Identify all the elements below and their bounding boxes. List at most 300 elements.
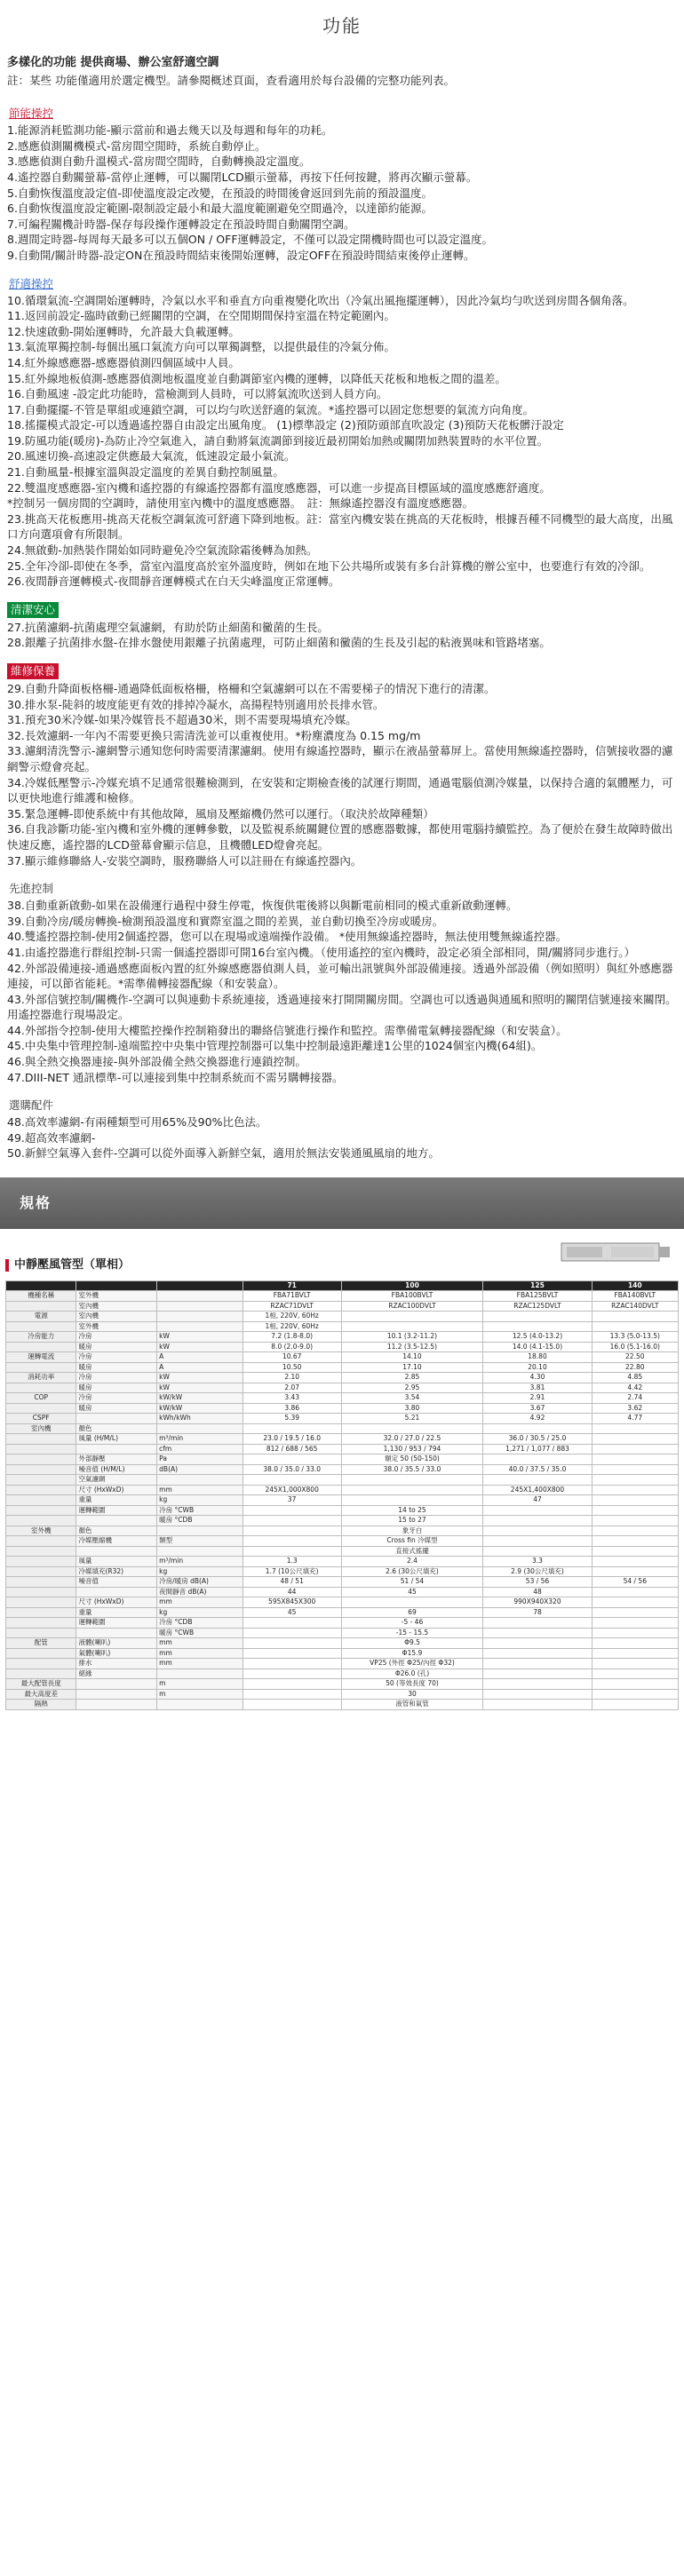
spec-cell: [6, 1597, 76, 1608]
spec-cell: [6, 1566, 76, 1577]
spec-cell: 絕緣: [76, 1668, 157, 1679]
feature-item: 11.返回前設定-臨時啟動已經關閉的空調，在空閒期間保持室溫在特定範圍內。: [7, 309, 395, 323]
feature-item: 25.全年冷卻-即使在冬季，當室內溫度高於室外溫度時，例如在地下公共場所或裝有多台計算機的辦公室中，也要進行有效的冷卻。: [7, 559, 651, 573]
spec-cell: [157, 1423, 243, 1434]
feature-item: 1.能源消耗監測功能-顯示當前和過去幾天以及每週和每年的功耗。: [7, 123, 333, 138]
spec-cell: m: [157, 1679, 243, 1690]
spec-cell: 冷房/暖房 dB(A): [157, 1577, 243, 1588]
spec-cell: 室外機: [6, 1526, 76, 1536]
spec-row: [6, 1505, 679, 1516]
spec-cell: [6, 1321, 76, 1332]
spec-cell: [483, 1638, 592, 1649]
spec-cell: [243, 1618, 341, 1629]
spec-cell: 配管: [6, 1638, 76, 1649]
spec-cell: [157, 1526, 243, 1536]
spec-row: [6, 1628, 679, 1638]
spec-cell: 18.80: [483, 1352, 592, 1363]
spec-cell: 噪音值: [76, 1577, 157, 1588]
spec-cell: 78: [483, 1607, 592, 1618]
spec-cell: Cross fin 冷媒型: [341, 1536, 483, 1547]
spec-cell: [592, 1526, 678, 1536]
feature-item: 6.自動恢復溫度設定範圍-限制設定最小和最大溫度範圍避免空間過冷，以達節約能源。: [7, 202, 433, 216]
spec-cell: [483, 1526, 592, 1536]
feature-item: 2.感應偵測關機模式-當房間空閒時，系統自動停止。: [7, 139, 266, 153]
spec-cell: [6, 1577, 76, 1588]
spec-cell: [6, 1301, 76, 1312]
spec-cell: 室內機: [6, 1423, 76, 1434]
spec-cell: -5 - 46: [341, 1618, 483, 1629]
spec-cell: [157, 1291, 243, 1302]
spec-row: [6, 1362, 679, 1373]
spec-cell: 2.91: [483, 1393, 592, 1404]
spec-cell: [6, 1516, 76, 1526]
spec-cell: [592, 1495, 678, 1506]
spec-cell: mm: [157, 1638, 243, 1649]
spec-cell: 2.74: [592, 1393, 678, 1404]
spec-cell: 運轉範圍: [76, 1618, 157, 1629]
spec-cell: [341, 1485, 483, 1495]
spec-row: [6, 1597, 679, 1608]
feature-list: [7, 681, 677, 868]
spec-cell: Φ15.9: [341, 1648, 483, 1659]
spec-cell: 54 / 56: [592, 1577, 678, 1588]
spec-cell: [483, 1475, 592, 1486]
spec-cell: 冷媒填充(R32): [76, 1566, 157, 1577]
spec-cell: 3.43: [243, 1393, 341, 1404]
feature-item: 24.無啟動-加熱裝作開始如同時避免冷空氣流除霜後轉為加熱。: [7, 543, 318, 558]
spec-cell: 38.0 / 35.0 / 33.0: [243, 1464, 341, 1475]
spec-row: [6, 1301, 679, 1312]
spec-cell: [592, 1689, 678, 1700]
spec-cell: [483, 1689, 592, 1700]
spec-cell: [592, 1464, 678, 1475]
spec-cell: 尺寸 (HxWxD): [76, 1485, 157, 1495]
spec-cell: 5.39: [243, 1414, 341, 1424]
spec-cell: 風量: [76, 1557, 157, 1567]
spec-cell: mm: [157, 1648, 243, 1659]
spec-cell: 8.0 (2.0-9.0): [243, 1342, 341, 1352]
feature-item: 9.自動開/關計時器-設定ON在預設時間結束後開始運轉，設定OFF在預設時間結束後停止運轉。: [7, 248, 475, 262]
spec-table: [5, 1280, 679, 1710]
spec-row: [6, 1566, 679, 1577]
spec-cell: 排水: [76, 1659, 157, 1669]
spec-row: [6, 1659, 679, 1669]
spec-cell: 液管和氣管: [341, 1700, 483, 1710]
spec-cell: 暖房: [76, 1403, 157, 1414]
feature-item: 50.新鮮空氣導入套件-空調可以從外面導入新鮮空氣，適用於無法安裝通風風扇的地方。: [7, 1146, 440, 1161]
spec-cell: [76, 1689, 157, 1700]
spec-cell: 室內機: [76, 1312, 157, 1322]
spec-row: [6, 1607, 679, 1618]
spec-cell: Pa: [157, 1454, 243, 1465]
spec-cell: 氣體(喇叭): [76, 1648, 157, 1659]
spec-cell: kg: [157, 1495, 243, 1506]
feature-item: 32.長效濾網-一年內不需要更換只需清洗並可以重複使用。*粉塵濃度為 0.15 mg/m: [7, 728, 421, 742]
spec-cell: [592, 1434, 678, 1445]
spec-cell: [592, 1628, 678, 1638]
spec-cell: 4.92: [483, 1414, 592, 1424]
feature-list: [7, 123, 677, 263]
spec-cell: [243, 1516, 341, 1526]
spec-cell: 室內機: [76, 1301, 157, 1312]
spec-cell: 3.3: [483, 1557, 592, 1567]
spec-cell: [76, 1516, 157, 1526]
spec-cell: [243, 1648, 341, 1659]
spec-header-cell: [6, 1280, 76, 1291]
spec-cell: 14.10: [341, 1352, 483, 1363]
spec-row: [6, 1312, 679, 1322]
feature-item: 16.自動風速 -設定此功能時，當檢測到人員時，可以將氣流吹送到人員方向。: [7, 387, 388, 401]
spec-cell: 重量: [76, 1495, 157, 1506]
spec-cell: 顏色: [76, 1526, 157, 1536]
spec-row: [6, 1536, 679, 1547]
spec-cell: 4.77: [592, 1414, 678, 1424]
feature-item: 35.緊急運轉-即使系統中有其他故障，風扇及壓縮機仍然可以運行。（取決於故障種類）: [7, 806, 434, 820]
spec-cell: [592, 1312, 678, 1322]
spec-header-row: [6, 1280, 679, 1291]
spec-cell: 直接式搖擺: [341, 1546, 483, 1557]
spec-cell: m: [157, 1689, 243, 1700]
spec-cell: FBA125BVLT: [483, 1291, 592, 1302]
spec-cell: [6, 1648, 76, 1659]
spec-cell: 2.85: [341, 1373, 483, 1383]
spec-cell: [592, 1638, 678, 1649]
spec-cell: [341, 1423, 483, 1434]
spec-row: [6, 1475, 679, 1486]
spec-row: [6, 1557, 679, 1567]
section-4: [0, 881, 684, 1085]
spec-cell: 48 / 51: [243, 1577, 341, 1588]
feature-item: 19.防風功能(暖房)-為防止冷空氣進入，請自動將氣流調節到接近最初開始加熱或關閉加熱裝置時的水平位置。: [7, 433, 549, 448]
spec-cell: 額定 50 (50-150): [341, 1454, 483, 1465]
spec-cell: [76, 1444, 157, 1454]
spec-cell: [592, 1618, 678, 1629]
feature-item: 10.循環氣流-空調開始運轉時，冷氣以水平和垂直方向重複變化吹出（冷氣出風拖擺運轉），因此冷氣均勻吹送到房間各個角落。: [7, 293, 634, 307]
feature-item: 49.超高效率濾網-: [7, 1130, 96, 1145]
spec-cell: [341, 1495, 483, 1506]
spec-cell: FBA140BVLT: [592, 1291, 678, 1302]
spec-cell: [157, 1475, 243, 1486]
spec-cell: 38.0 / 35.5 / 33.0: [341, 1464, 483, 1475]
feature-item: 41.由遙控器進行群組控制-只需一個遙控器即可開16台室內機。（使用遙控的室內機時，設定必須全部相同，開/關將同步進行。）: [7, 945, 636, 959]
intro-heading: 多樣化的功能 提供商場、辦公室舒適空調: [7, 56, 219, 69]
spec-cell: 冷房: [76, 1393, 157, 1404]
spec-cell: 暖房: [76, 1362, 157, 1373]
spec-cell: [6, 1383, 76, 1393]
spec-cell: [592, 1485, 678, 1495]
spec-cell: 5.21: [341, 1414, 483, 1424]
spec-cell: [483, 1312, 592, 1322]
feature-item: *控制另一個房間的空調時，請使用室內機中的溫度感應器。 註：無線遙控器沒有溫度感應器。: [7, 496, 474, 511]
feature-item: 14.紅外線感應器-感應器偵測四個區域中人員。: [7, 355, 240, 369]
spec-cell: 消耗功率: [6, 1373, 76, 1383]
spec-header-cell: 125: [483, 1280, 592, 1291]
feature-item: 27.抗菌濾網-抗菌處理空氣濾網，有助於防止細菌和黴菌的生長。: [7, 620, 329, 634]
feature-item: 48.高效率濾網-有兩種類型可用65%及90%比色法。: [7, 1115, 267, 1129]
spec-cell: A: [157, 1362, 243, 1373]
spec-row: [6, 1648, 679, 1659]
spec-cell: [6, 1557, 76, 1567]
spec-cell: 3.54: [341, 1393, 483, 1404]
spec-cell: 45: [341, 1587, 483, 1597]
spec-cell: 3.81: [483, 1383, 592, 1393]
section-title[interactable]: 節能操控: [9, 107, 54, 121]
spec-cell: 最大配管長度: [6, 1679, 76, 1690]
spec-cell: [157, 1301, 243, 1312]
spec-cell: [6, 1505, 76, 1516]
feature-item: 47.DIII-NET 通訊標準-可以連接到集中控制系統而不需另購轉接器。: [7, 1070, 344, 1084]
spec-cell: [592, 1536, 678, 1547]
feature-list: [7, 898, 677, 1085]
spec-cell: kW/kW: [157, 1393, 243, 1404]
spec-cell: [6, 1628, 76, 1638]
spec-cell: [6, 1587, 76, 1597]
spec-cell: 32.0 / 27.0 / 22.5: [341, 1434, 483, 1445]
spec-cell: [6, 1536, 76, 1547]
spec-cell: [592, 1475, 678, 1486]
spec-cell: [6, 1618, 76, 1629]
feature-item: 3.感應偵測自動升溫模式-當房間空閒時，自動轉換設定溫度。: [7, 155, 311, 169]
feature-item: 21.自動風量-根據室溫與設定溫度的差異自動控制風量。: [7, 465, 284, 480]
feature-item: 23.挑高天花板應用-挑高天花板空調氣流可舒適下降到地板。註：當室內機安裝在挑高的天花板時，根據吾種不同機型的最大高度，出風口方向選項會有所限制。: [7, 511, 673, 542]
spec-row: [6, 1444, 679, 1454]
spec-cell: 噪音值 (H/M/L): [76, 1464, 157, 1475]
spec-cell: 50 (等效長度 70): [341, 1679, 483, 1690]
spec-cell: [76, 1587, 157, 1597]
spec-cell: [483, 1648, 592, 1659]
spec-cell: kW: [157, 1332, 243, 1343]
spec-cell: 12.5 (4.0-13.2): [483, 1332, 592, 1343]
spec-row: [6, 1618, 679, 1629]
spec-cell: [6, 1362, 76, 1373]
spec-cell: 15 to 27: [341, 1516, 483, 1526]
spec-cell: [483, 1321, 592, 1332]
feature-item: 13.氣流單獨控制-每個出風口氣流方向可以單獨調整，以提供最佳的冷氣分佈。: [7, 340, 395, 354]
spec-cell: [243, 1668, 341, 1679]
feature-item: 44.外部指令控制-使用大樓監控操作控制箱發出的聯絡信號進行操作和監控。需準備電氣轉接器配線（和安裝盒）。: [7, 1023, 568, 1037]
spec-cell: [483, 1546, 592, 1557]
spec-cell: 液體(喇叭): [76, 1638, 157, 1649]
feature-item: 12.快速啟動-開始運轉時，允許最大負載運轉。: [7, 324, 240, 338]
spec-cell: [592, 1587, 678, 1597]
feature-item: 37.顯示維修聯絡人-安裝空調時，服務聯絡人可以註冊在有線遙控器內。: [7, 853, 362, 868]
spec-row: [6, 1526, 679, 1536]
feature-list: [7, 620, 677, 651]
intro-note: 註：某些 功能僅適用於選定機型。請參閱概述頁面，查看適用於每台設備的完整功能列表。: [7, 73, 455, 87]
feature-item: 8.週間定時器-每周每天最多可以五個ON / OFF運轉設定，不僅可以設定開機時間也可以設定溫度。: [7, 233, 494, 247]
spec-cell: RZAC71DVLT: [243, 1301, 341, 1312]
spec-cell: [6, 1607, 76, 1618]
spec-cell: [6, 1485, 76, 1495]
spec-cell: 1相, 220V, 60Hz: [243, 1312, 341, 1322]
section-title: 維修保養: [7, 663, 59, 679]
spec-cell: [243, 1628, 341, 1638]
spec-cell: 尺寸 (HxWxD): [76, 1597, 157, 1608]
spec-cell: 22.50: [592, 1352, 678, 1363]
spec-cell: [592, 1516, 678, 1526]
spec-cell: -15 - 15.5: [341, 1628, 483, 1638]
spec-cell: 冷房 °CWB: [157, 1505, 243, 1516]
spec-cell: m³/min: [157, 1434, 243, 1445]
spec-cell: CSPF: [6, 1414, 76, 1424]
feature-item: 29.自動升降面板格柵-通過降低面板格柵，格柵和空氣濾網可以在不需要梯子的情況下進行的清潔。: [7, 682, 496, 695]
spec-cell: kg: [157, 1566, 243, 1577]
spec-cell: 3.62: [592, 1403, 678, 1414]
spec-cell: 最大高度差: [6, 1689, 76, 1700]
spec-cell: 1相, 220V, 60Hz: [243, 1321, 341, 1332]
spec-cell: [6, 1668, 76, 1679]
spec-cell: 暖房 °CDB: [157, 1516, 243, 1526]
spec-cell: [592, 1659, 678, 1669]
spec-cell: 1,271 / 1,077 / 883: [483, 1444, 592, 1454]
spec-cell: [157, 1312, 243, 1322]
spec-cell: 1.3: [243, 1557, 341, 1567]
spec-cell: 22.80: [592, 1362, 678, 1373]
spec-cell: 暖房: [76, 1383, 157, 1393]
spec-cell: mm: [157, 1597, 243, 1608]
spec-cell: 暖房: [76, 1342, 157, 1352]
spec-cell: 象牙白: [341, 1526, 483, 1536]
spec-cell: 2.6 (30公尺填充): [341, 1566, 483, 1577]
spec-cell: [483, 1536, 592, 1547]
spec-cell: 1,130 / 953 / 794: [341, 1444, 483, 1454]
spec-row: [6, 1638, 679, 1649]
spec-cell: 冷房: [76, 1332, 157, 1343]
category-title: 中靜壓風管型（單相）: [14, 1258, 131, 1272]
spec-cell: [157, 1321, 243, 1332]
spec-cell: [76, 1700, 157, 1710]
feature-item: 43.外部信號控制/關機作-空調可以與連動卡系統連接，透過連接來打開開關房間。空調也可以透過與通風和照明的關閉信號連接來關閉。用遙控器進行現場設定。: [7, 992, 677, 1022]
spec-row: [6, 1668, 679, 1679]
spec-cell: 48: [483, 1587, 592, 1597]
spec-cell: 36.0 / 30.5 / 25.0: [483, 1434, 592, 1445]
page-title: 功能: [322, 15, 362, 37]
spec-cell: 11.2 (3.5-12.5): [341, 1342, 483, 1352]
spec-cell: 外部靜壓: [76, 1454, 157, 1465]
spec-cell: [341, 1475, 483, 1486]
intro: [0, 53, 684, 93]
spec-cell: 16.0 (5.1-16.0): [592, 1342, 678, 1352]
spec-cell: 機種名稱: [6, 1291, 76, 1302]
section-3: [0, 663, 684, 868]
spec-cell: 30: [341, 1689, 483, 1700]
spec-cell: [243, 1689, 341, 1700]
spec-cell: [341, 1597, 483, 1608]
spec-cell: [592, 1444, 678, 1454]
spec-cell: 45: [243, 1607, 341, 1618]
spec-cell: 245X1,000X800: [243, 1485, 341, 1495]
spec-row: [6, 1454, 679, 1465]
feature-item: 45.中央集中管理控制-遠端監控中央集中管理控制器可以集中控制最遠距離達1公里的1024個室內機(64組)。: [7, 1039, 543, 1053]
spec-cell: RZAC140DVLT: [592, 1301, 678, 1312]
spec-cell: [6, 1495, 76, 1506]
feature-item: 33.濾網清洗警示-濾網警示通知您何時需要清潔濾網。使用有線遙控器時，顯示在液晶螢幕屏上。當使用無線遙控器時，信號接收器的濾網警示燈會亮起。: [7, 744, 673, 773]
spec-cell: mm: [157, 1485, 243, 1495]
spec-cell: 3.67: [483, 1403, 592, 1414]
spec-cell: RZAC125DVLT: [483, 1301, 592, 1312]
spec-cell: 運轉電流: [6, 1352, 76, 1363]
spec-cell: [592, 1423, 678, 1434]
feature-item: 46.與全熱交換器連接-與外部設備全熱交換器進行連鎖控制。: [7, 1055, 306, 1069]
feature-item: 18.搖擺模式設定-可以透過遙控器自由設定出風角度。 (1)標準設定 (2)預防頭部直吹設定 (3)預防天花板髒汙設定: [7, 418, 564, 432]
spec-cell: 冷房: [76, 1352, 157, 1363]
spec-cell: [483, 1659, 592, 1669]
spec-cell: 風量 (H/M/L): [76, 1434, 157, 1445]
spec-area: [0, 1229, 684, 1710]
spec-cell: 10.50: [243, 1362, 341, 1373]
spec-cell: 44: [243, 1587, 341, 1597]
spec-cell: kg: [157, 1607, 243, 1618]
spec-cell: [483, 1423, 592, 1434]
spec-cell: 812 / 688 / 565: [243, 1444, 341, 1454]
spec-row: [6, 1679, 679, 1690]
spec-cell: 14.0 (4.1-15.0): [483, 1342, 592, 1352]
spec-row: [6, 1291, 679, 1302]
spec-cell: FBA100BVLT: [341, 1291, 483, 1302]
spec-cell: [243, 1526, 341, 1536]
spec-cell: 14 to 25: [341, 1505, 483, 1516]
spec-row: [6, 1342, 679, 1352]
spec-cell: 1.7 (10公尺填充): [243, 1566, 341, 1577]
spec-cell: 冷房能力: [6, 1332, 76, 1343]
spec-cell: 47: [483, 1495, 592, 1506]
feature-list: [7, 1114, 677, 1161]
spec-cell: [592, 1607, 678, 1618]
section-title: 先進控制: [9, 882, 54, 896]
spec-cell: kW: [157, 1383, 243, 1393]
spec-cell: [243, 1659, 341, 1669]
spec-cell: 20.10: [483, 1362, 592, 1373]
spec-cell: 13.3 (5.0-13.5): [592, 1332, 678, 1343]
spec-cell: A: [157, 1352, 243, 1363]
spec-header-cell: [157, 1280, 243, 1291]
spec-cell: [483, 1505, 592, 1516]
spec-cell: [76, 1414, 157, 1424]
spec-cell: 245X1,400X800: [483, 1485, 592, 1495]
ducted-indoor-unit-image: [558, 1236, 673, 1268]
spec-cell: mm: [157, 1659, 243, 1669]
section-title[interactable]: 舒適操控: [9, 276, 54, 290]
feature-item: 5.自動恢復溫度設定值-即使溫度設定改變，在預設的時間後會返回到先前的預設溫度。: [7, 186, 433, 200]
spec-cell: 2.07: [243, 1383, 341, 1393]
spec-cell: 69: [341, 1607, 483, 1618]
spec-cell: 運轉範圍: [76, 1505, 157, 1516]
spec-cell: m³/min: [157, 1557, 243, 1567]
spec-row: [6, 1495, 679, 1506]
spec-row: [6, 1546, 679, 1557]
spec-cell: [592, 1454, 678, 1465]
spec-cell: 冷媒壓縮機: [76, 1536, 157, 1547]
feature-sections: [0, 106, 684, 1161]
spec-cell: RZAC100DVLT: [341, 1301, 483, 1312]
spec-cell: [592, 1321, 678, 1332]
spec-row: [6, 1516, 679, 1526]
spec-cell: 17.10: [341, 1362, 483, 1373]
spec-cell: 23.0 / 19.5 / 16.0: [243, 1434, 341, 1445]
section-title: 選購配件: [9, 1098, 54, 1113]
spec-row: [6, 1464, 679, 1475]
spec-cell: [6, 1546, 76, 1557]
spec-cell: 空氣濾網: [76, 1475, 157, 1486]
spec-cell: [243, 1679, 341, 1690]
section-2: [0, 602, 684, 651]
spec-cell: Φ26.0 (孔): [341, 1668, 483, 1679]
spec-cell: 暖房 °CWB: [157, 1628, 243, 1638]
spec-cell: [483, 1700, 592, 1710]
spec-cell: [483, 1668, 592, 1679]
feature-item: 39.自動冷房/暖房轉換-檢測預設溫度和實際室溫之間的差異，並自動切換至冷房或暖房。: [7, 914, 444, 928]
spec-cell: [592, 1566, 678, 1577]
